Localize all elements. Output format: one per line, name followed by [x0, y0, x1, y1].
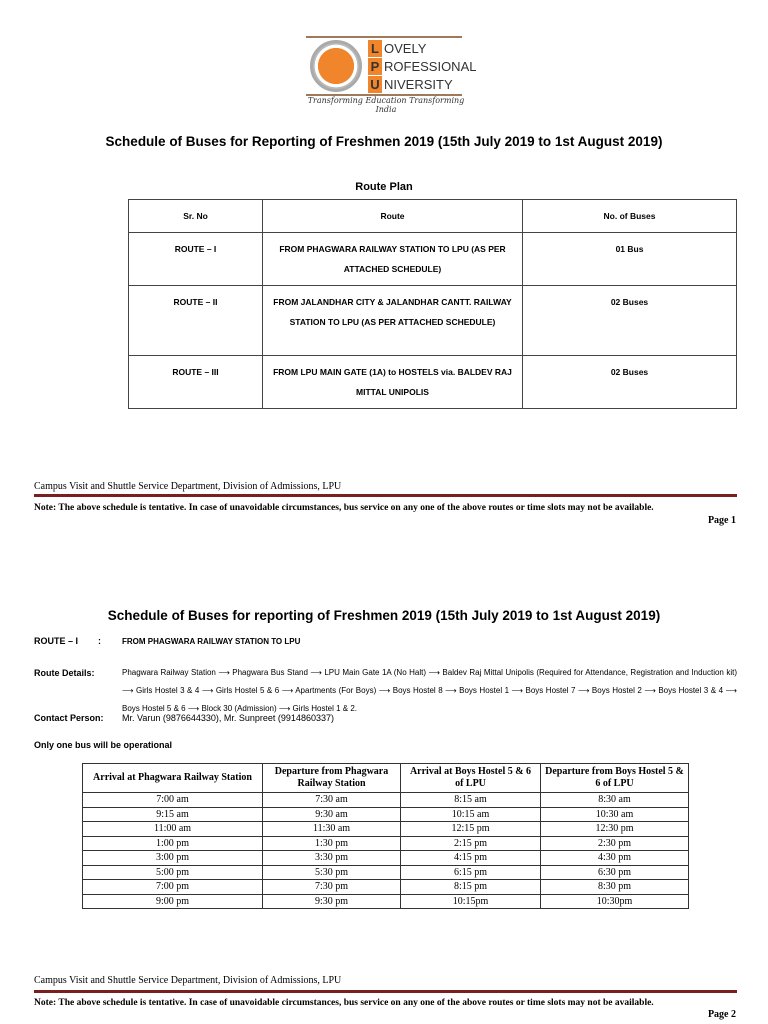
cell: 6:15 pm [401, 865, 541, 880]
cell: FROM PHAGWARA RAILWAY STATION TO LPU (AS PER ATTACHED SCHEDULE) [263, 233, 523, 286]
table-header-row [129, 200, 737, 233]
route-value: FROM PHAGWARA RAILWAY STATION TO LPU [122, 637, 301, 646]
route-label: ROUTE – I [34, 636, 79, 646]
cell: 7:00 am [83, 793, 263, 808]
footer-divider [34, 990, 737, 993]
bus-schedule-table [82, 763, 689, 909]
cell: 6:30 pm [541, 865, 689, 880]
table-row [129, 233, 737, 286]
page1-title: Schedule of Buses for Reporting of Freshmen 2019 (15th July 2019 to 1st August 2019) [105, 134, 663, 149]
page-number: Page 1 [707, 515, 736, 526]
cell: FROM JALANDHAR CITY & JALANDHAR CANTT. RAILWAY STATION TO LPU (AS PER ATTACHED SCHEDULE) [263, 286, 523, 356]
cell: 1:00 pm [83, 836, 263, 851]
cell: 7:30 am [263, 793, 401, 808]
logo-emblem-icon [310, 40, 362, 92]
table-row [129, 286, 737, 356]
table-row [83, 851, 689, 866]
logo-letter: U [368, 76, 382, 93]
header-cell: Route [263, 200, 523, 233]
page2-note: Note: The above schedule is tentative. In case of unavoidable circumstances, bus service on any one of the above routes or time slots may not be available. [34, 998, 654, 1008]
cell: 4:30 pm [541, 851, 689, 866]
table-row [129, 356, 737, 409]
cell: 8:15 pm [401, 880, 541, 895]
cell: 10:30 am [541, 807, 689, 822]
footer-divider [34, 494, 737, 497]
logo-word: NIVERSITY [384, 77, 453, 92]
cell: 8:30 pm [541, 880, 689, 895]
header-cell: Departure from Boys Hostel 5 & 6 of LPU [541, 764, 689, 793]
page1-footer: Campus Visit and Shuttle Service Department, Division of Admissions, LPU [34, 481, 342, 492]
logo-divider [306, 36, 462, 38]
cell: 12:30 pm [541, 822, 689, 837]
header-cell: Arrival at Phagwara Railway Station [83, 764, 263, 793]
cell: 4:15 pm [401, 851, 541, 866]
cell: 8:15 am [401, 793, 541, 808]
logo-letter: P [368, 58, 382, 75]
cell: 10:30pm [541, 894, 689, 909]
logo-letters [368, 40, 382, 94]
cell: FROM LPU MAIN GATE (1A) to HOSTELS via. BALDEV RAJ MITTAL UNIPOLIS [263, 356, 523, 409]
cell: 3:30 pm [263, 851, 401, 866]
logo-letter: L [368, 40, 382, 57]
cell: 3:00 pm [83, 851, 263, 866]
cell: 9:30 am [263, 807, 401, 822]
page2-title: Schedule of Buses for reporting of Freshmen 2019 (15th July 2019 to 1st August 2019) [107, 608, 661, 623]
table-row [83, 836, 689, 851]
route-plan-table [128, 199, 737, 409]
header-cell: No. of Buses [523, 200, 737, 233]
table-row [83, 807, 689, 822]
cell: 01 Bus [523, 233, 737, 286]
logo-words [384, 40, 476, 94]
route-details-label: Route Details: [34, 668, 95, 678]
header-cell: Departure from Phagwara Railway Station [263, 764, 401, 793]
cell: 7:00 pm [83, 880, 263, 895]
page2-footer: Campus Visit and Shuttle Service Department, Division of Admissions, LPU [34, 975, 342, 986]
table-row [83, 894, 689, 909]
table-row [83, 793, 689, 808]
table-row [83, 822, 689, 837]
route-separator: : [98, 636, 101, 646]
lpu-logo [306, 36, 477, 114]
logo-tagline: Transforming Education Transforming India [307, 96, 465, 114]
cell: 7:30 pm [263, 880, 401, 895]
cell: 9:00 pm [83, 894, 263, 909]
table-row [83, 865, 689, 880]
cell: 5:00 pm [83, 865, 263, 880]
cell: 5:30 pm [263, 865, 401, 880]
cell: 9:30 pm [263, 894, 401, 909]
cell: 2:15 pm [401, 836, 541, 851]
page1-note: Note: The above schedule is tentative. In case of unavoidable circumstances, bus service on any one of the above routes or time slots may not be available. [34, 503, 654, 513]
cell: ROUTE – I [129, 233, 263, 286]
cell: 02 Buses [523, 356, 737, 409]
cell: 11:00 am [83, 822, 263, 837]
cell: 8:30 am [541, 793, 689, 808]
logo-word: OVELY [384, 41, 427, 56]
table-header-row [83, 764, 689, 793]
cell: 11:30 am [263, 822, 401, 837]
header-cell: Sr. No [129, 200, 263, 233]
cell: 1:30 pm [263, 836, 401, 851]
table-row [83, 880, 689, 895]
cell: ROUTE – II [129, 286, 263, 356]
cell: 10:15pm [401, 894, 541, 909]
cell: 9:15 am [83, 807, 263, 822]
cell: 10:15 am [401, 807, 541, 822]
cell: ROUTE – III [129, 356, 263, 409]
cell: 02 Buses [523, 286, 737, 356]
operational-note: Only one bus will be operational [34, 740, 173, 750]
contact-label: Contact Person: [34, 713, 104, 723]
cell: 12:15 pm [401, 822, 541, 837]
header-cell: Arrival at Boys Hostel 5 & 6 of LPU [401, 764, 541, 793]
cell: 2:30 pm [541, 836, 689, 851]
page-number: Page 2 [707, 1009, 736, 1020]
logo-word: ROFESSIONAL [384, 59, 477, 74]
route-plan-heading: Route Plan [355, 181, 413, 193]
contact-persons: Mr. Varun (9876644330), Mr. Sunpreet (9914860337) [122, 713, 334, 723]
route-details: Phagwara Railway Station ⟶ Phagwara Bus Stand ⟶ LPU Main Gate 1A (No Halt) ⟶ Baldev Raj Mittal Unipolis (Required for Attendance, Registration and Induction kit) ⟶ Girls Hostel 3 & 4 ⟶ Girls Hostel 5 & 6 ⟶ Apartments (For Boys) ⟶ Boys Hostel 8 ⟶ Boys Hostel 1 ⟶ Boys Hostel 7 ⟶ Boys Hostel 2 ⟶ Boys Hostel 3 & 4 ⟶ Boys Hostel 5 & 6 ⟶ Block 30 (Admission) ⟶ Girls Hostel 1 & 2. [122, 668, 737, 713]
